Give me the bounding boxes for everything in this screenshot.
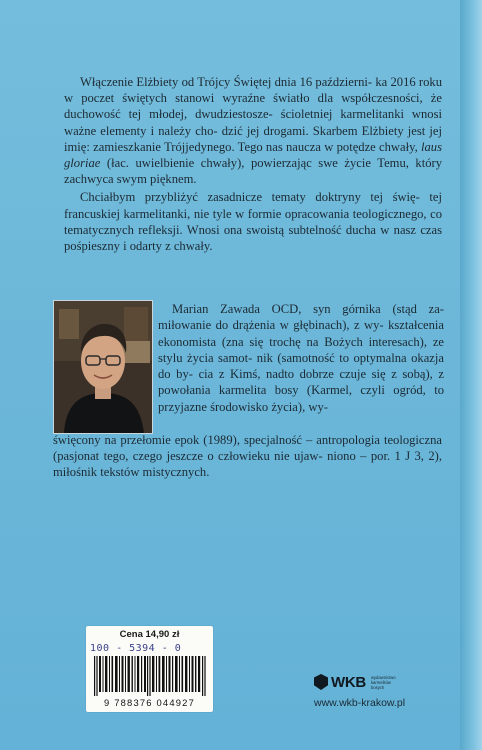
text-line: współczesności, że duchowość tej młodej, dwudziestosze-: [64, 91, 442, 122]
author-bio-continued: [53, 432, 442, 481]
author-photo: [53, 300, 153, 434]
text-line: zachwyca swym pięknem.: [64, 172, 197, 187]
text-line: święcony na przełomie epok (1989), specjalność – antropologia: [53, 433, 380, 447]
text-line: ścioletniej karmelitanki wnosi ważne elementy i należy cho-: [64, 107, 442, 138]
publisher-name: WKB: [331, 673, 366, 691]
text-line: cia z Kimś, nadto dobrze czuje się z sobą),: [198, 367, 433, 382]
text-line: tej francuskiej karmelitanki, nie tyle w formie opracowania: [64, 190, 442, 221]
text-line: Marian Zawada OCD, syn górnika (stąd za-: [172, 302, 444, 316]
text-line: (łac. uwielbienie chwały), powierzając swe życie Temu, który: [106, 156, 443, 171]
text-line: Chciałbym przybliżyć zasadnicze tematy doktryny tej świę-: [80, 190, 420, 205]
description-text: [64, 74, 442, 254]
description-paragraph-2: [64, 189, 442, 254]
text-line: Trójjedynego. Tego nas naucza w potędze chwały,: [164, 139, 418, 154]
handwritten-code: 100 - 5394 - 0: [90, 643, 182, 654]
text-line: miłowanie do drążenia w głębinach), z wy-: [158, 318, 384, 333]
author-portrait: [54, 301, 152, 433]
text-line: niono – por. 1 J 3, 2), miłośnik tekstów mistycznych.: [53, 449, 442, 480]
description-paragraph-1: [64, 74, 442, 187]
text-line: nik (samotność to optymalna okazja do by-: [158, 350, 444, 382]
text-line: ka 2016 roku w poczet świętych stanowi wyraźne światło dla: [64, 75, 442, 106]
isbn-digits: 9 788376 044927: [104, 697, 195, 708]
spine-edge: [460, 0, 482, 750]
text-line: z powołania karmelita bosy (Karmel, czyli: [158, 367, 444, 398]
text-line: teologiczna (pasjonat tego, czego jeszcze o człowieku nie ujaw-: [53, 433, 442, 464]
text-line: subtelność ducha w nasz czas pośpieszny i odarty z chwały.: [64, 222, 442, 254]
price-label: Cena 14,90 zł: [119, 629, 180, 640]
price-sticker: [86, 626, 213, 712]
shield-icon: [314, 674, 328, 690]
publisher-website: www.wkb-krakow.pl: [314, 697, 406, 709]
text-line: Włączenie Elżbiety od Trójcy Świętej dnia 16 październi-: [80, 75, 373, 89]
text-line: ogród, to przyjazne środowisko życia), wy-: [158, 383, 445, 414]
text-line: teologicznego, co tematycznych refleksji. Wnosi ona swoistą: [64, 206, 442, 237]
text-line: kształcenia ekonomista (zna się trochę na: [158, 318, 445, 349]
latin-phrase: laus gloriae: [64, 139, 443, 171]
publisher-logo: [314, 672, 405, 692]
text-line: dzić jej drogami. Skarbem Elżbiety jest jej imię: zamieszkanie: [64, 123, 442, 154]
author-bio: [158, 301, 444, 415]
author-bio-paragraph-end: [53, 432, 442, 481]
text-line: Bożych interesach), ze stylu życia samot-: [158, 334, 444, 365]
author-bio-paragraph: [158, 301, 444, 415]
barcode: [94, 656, 206, 696]
publisher-tagline: wydawnictwo karmelitów bosych: [370, 674, 396, 690]
